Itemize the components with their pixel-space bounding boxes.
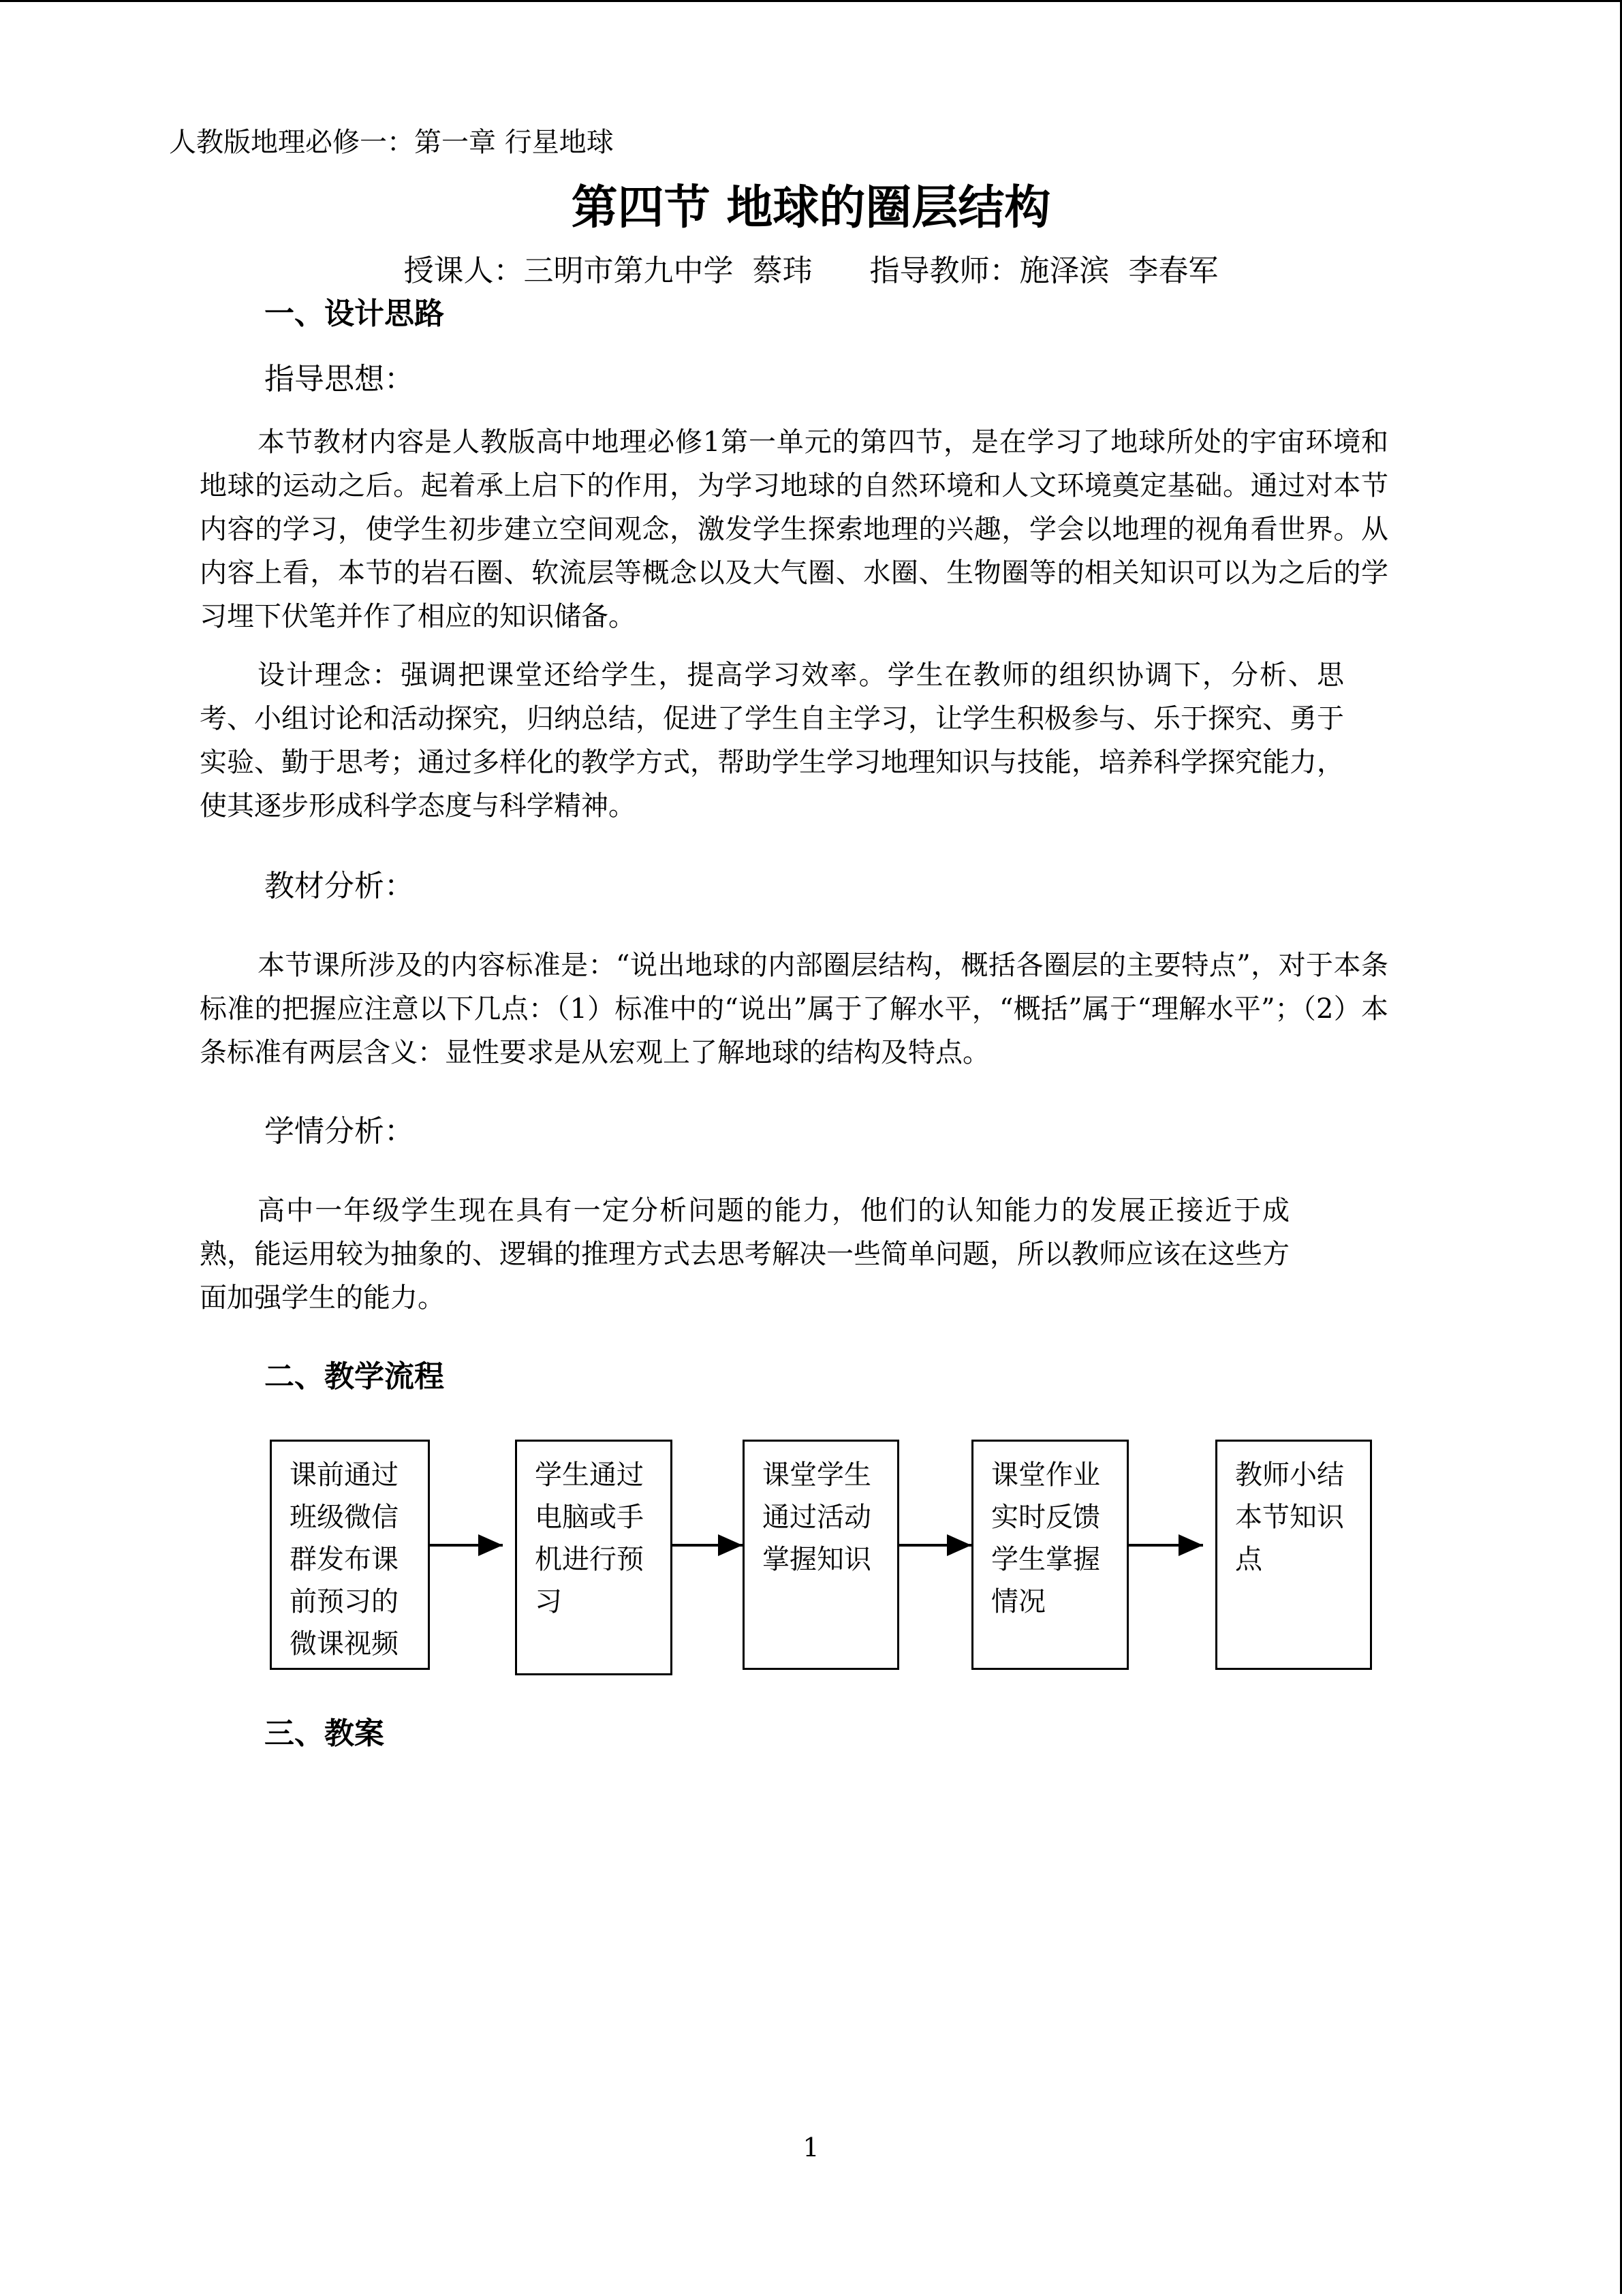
flow-arrows	[0, 2, 1622, 2296]
byline: 授课人：三明市第九中学 蔡玮 指导教师：施泽滨 李春军	[403, 253, 1219, 288]
flow-step-4: 课堂作业实时反馈学生掌握情况	[971, 1440, 1129, 1670]
paragraph-guiding-2: 设计理念：强调把课堂还给学生，提高学习效率。学生在教师的组织协调下，分析、思考、小组讨论和活动探究，归纳总结，促进了学生自主学习，让学生积极参与、乐于探究、勇于实验、勤于思考；通过多样化的教学方式，帮助学生学习地理知识与技能，培养科学探究能力，使其逐步形成科学态度与科学精神。	[200, 660, 1344, 822]
flow-step-2: 学生通过电脑或手机进行预习	[515, 1440, 672, 1675]
page-title: 第四节 地球的圈层结构	[571, 181, 1051, 235]
section-heading-flow: 二、教学流程	[264, 1359, 444, 1394]
section-heading-design: 一、设计思路	[264, 296, 444, 331]
paragraph-guiding-1: 本节教材内容是人教版高中地理必修1第一单元的第四节，是在学习了地球所处的宇宙环境和地球的运动之后。起着承上启下的作用，为学习地球的自然环境和人文环境奠定基础。通过对本节内容的学习，使学生初步建立空间观念，激发学生探索地理的兴趣，学会以地理的视角看世界。从内容上看，本节的岩石圈、软流层等概念以及大气圈、水圈、生物圈等的相关知识可以为之后的学习埋下伏笔并作了相应的知识储备。	[200, 426, 1388, 632]
section-heading-plan: 三、教案	[264, 1716, 384, 1751]
flow-step-5: 教师小结本节知识点	[1215, 1440, 1372, 1670]
flow-step-3: 课堂学生通过活动掌握知识	[743, 1440, 899, 1670]
subheading-textbook: 教材分析：	[264, 869, 414, 903]
subheading-students: 学情分析：	[264, 1114, 414, 1149]
page-number: 1	[802, 2132, 820, 2162]
running-header: 人教版地理必修一：第一章 行星地球	[169, 127, 614, 158]
subheading-guiding: 指导思想：	[264, 362, 414, 397]
paragraph-students: 高中一年级学生现在具有一定分析问题的能力，他们的认知能力的发展正接近于成熟，能运用较为抽象的、逻辑的推理方式去思考解决一些简单问题，所以教师应该在这些方面加强学生的能力。	[200, 1195, 1290, 1314]
paragraph-textbook: 本节课所涉及的内容标准是：“说出地球的内部圈层结构，概括各圈层的主要特点”，对于本条标准的把握应注意以下几点：（1）标准中的“说出”属于了解水平，“概括”属于“理解水平”；（2）本条标准有两层含义：显性要求是从宏观上了解地球的结构及特点。	[200, 950, 1388, 1068]
flow-step-1: 课前通过班级微信群发布课前预习的微课视频	[270, 1440, 430, 1670]
